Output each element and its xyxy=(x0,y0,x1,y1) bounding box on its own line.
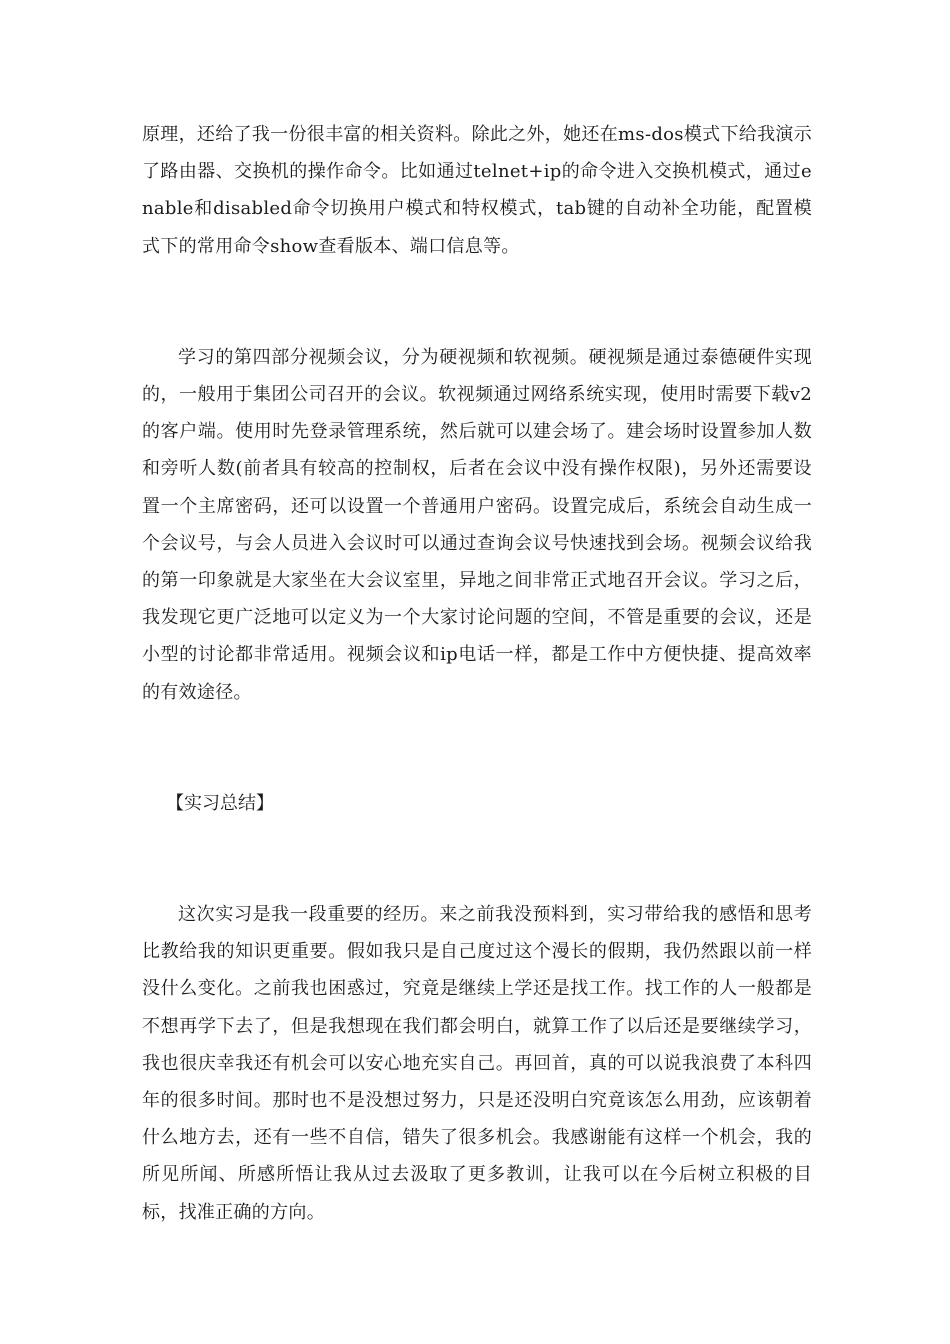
paragraph-internship-summary: 这次实习是我一段重要的经历。来之前我没预料到，实习带给我的感悟和思考比教给我的知识更重要。假如我只是自己度过这个漫长的假期，我仍然跟以前一样没什么变化。之前我也困惑过，究竟是继续上学还是找工作。找工作的人一般都是不想再学下去了，但是我想现在我们都会明白，就算工作了以后还是要继续学习，我也很庆幸我还有机会可以安心地充实自己。再回首，真的可以说我浪费了本科四年的很多时间。那时也不是没想过努力，只是还没明白究竟该怎么用劲，应该朝着什么地方去，还有一些不自信，错失了很多机会。我感谢能有这样一个机会，我的所见所闻、所感所悟让我从过去汲取了更多教训，让我可以在今后树立积极的目标，找准正确的方向。 xyxy=(142,904,812,1223)
document-body xyxy=(142,116,812,1231)
section-heading-internship-summary: 【实习总结】 xyxy=(166,792,274,814)
paragraph-video-conference: 学习的第四部分视频会议，分为硬视频和软视频。硬视频是通过泰德硬件实现的，一般用于集团公司召开的会议。软视频通过网络系统实现，使用时需要下载v2的客户端。使用时先登录管理系统，然后就可以建会场了。建会场时设置参加人数和旁听人数(前者具有较高的控制权，后者在会议中没有操作权限)，另外还需要设置一个主席密码，还可以设置一个普通用户密码。设置完成后，系统会自动生成一个会议号，与会人员进入会议时可以通过查询会议号快速找到会场。视频会议给我的第一印象就是大家坐在大会议室里，异地之间非常正式地召开会议。学习之后，我发现它更广泛地可以定义为一个大家讨论问题的空间，不管是重要的会议，还是小型的讨论都非常适用。视频会议和ip电话一样，都是工作中方便快捷、提高效率的有效途径。 xyxy=(142,346,812,703)
paragraph-network-commands: 原理，还给了我一份很丰富的相关资料。除此之外，她还在ms-dos模式下给我演示了路由器、交换机的操作命令。比如通过telnet+ip的命令进入交换机模式，通过enable和disabled命令切换用户模式和特权模式，tab键的自动补全功能，配置模式下的常用命令show查看版本、端口信息等。 xyxy=(142,124,812,257)
